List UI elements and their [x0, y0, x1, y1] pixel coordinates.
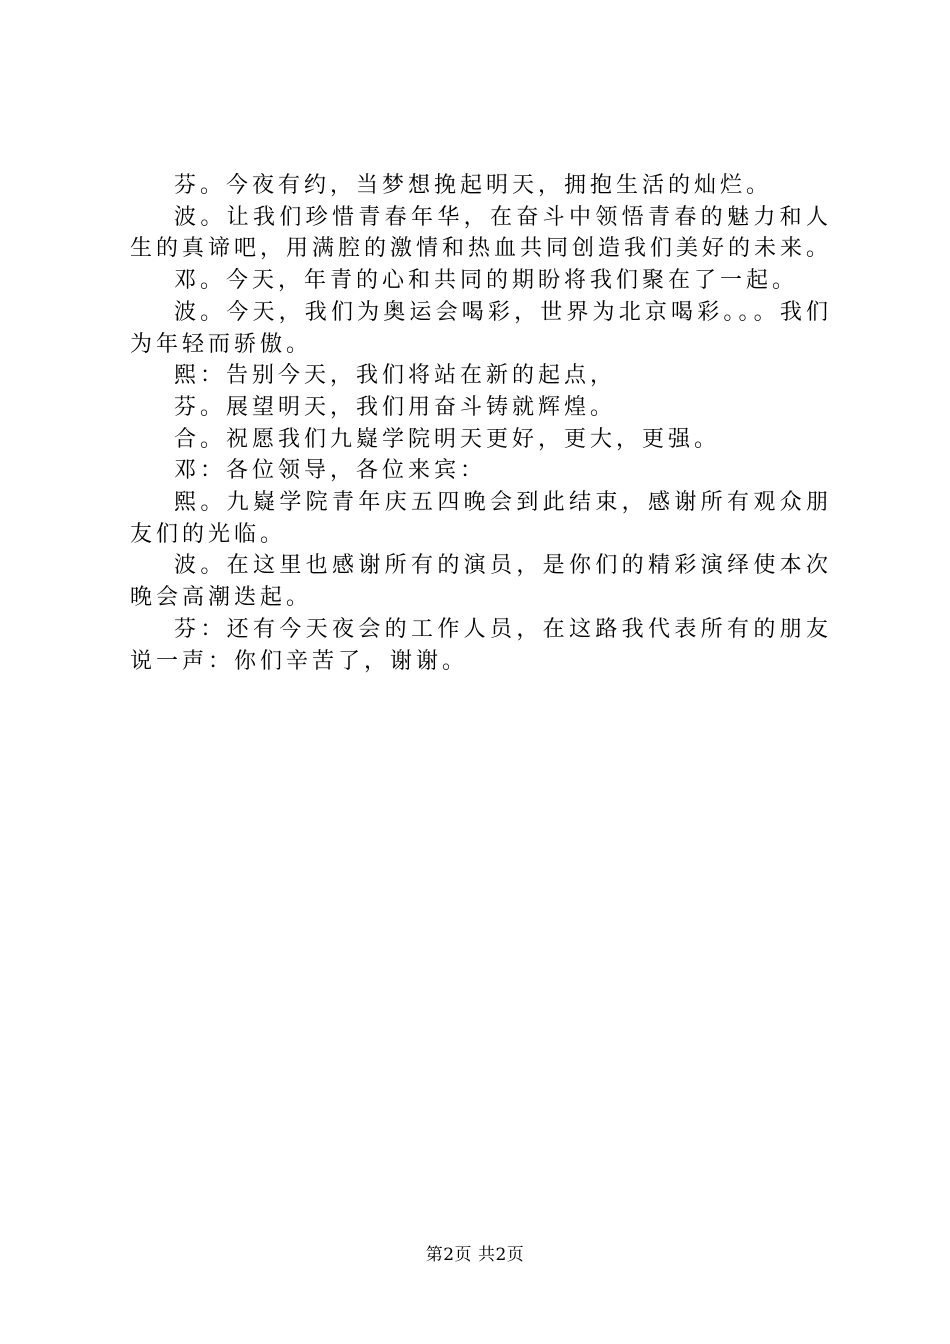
- paragraph: 熙：告别今天，我们将站在新的起点，: [174, 363, 617, 389]
- paragraph: 邓：各位领导，各位来宾：: [174, 458, 487, 484]
- paragraph: 波。在这里也感谢所有的演员，是你们的精彩演绎使本次晚会高潮迭起。: [130, 553, 832, 611]
- document-body: [130, 170, 832, 677]
- paragraph: 芬。今夜有约，当梦想挽起明天，拥抱生活的灿烂。: [174, 173, 773, 198]
- paragraph: 熙。九嶷学院青年庆五四晚会到此结束，感谢所有观众朋友们的光临。: [130, 490, 832, 547]
- paragraph: 芬：还有今天夜会的工作人员，在这路我代表所有的朋友说一声：你们辛苦了，谢谢。: [130, 616, 832, 674]
- paragraph: 芬。展望明天，我们用奋斗铸就辉煌。: [174, 394, 617, 420]
- page-number-footer: 第2页 共2页: [425, 1245, 525, 1265]
- paragraph: 合。祝愿我们九嶷学院明天更好，更大，更强。: [174, 426, 721, 452]
- paragraph: 波。让我们珍惜青春年华，在奋斗中领悟青春的魅力和人生的真谛吧，用满腔的激情和热血共同创造我们美好的未来。: [130, 204, 833, 262]
- paragraph: 波。今天，我们为奥运会喝彩，世界为北京喝彩。。。我们为年轻而骄傲。: [130, 299, 832, 357]
- paragraph: 邓。今天，年青的心和共同的期盼将我们聚在了一起。: [174, 268, 799, 294]
